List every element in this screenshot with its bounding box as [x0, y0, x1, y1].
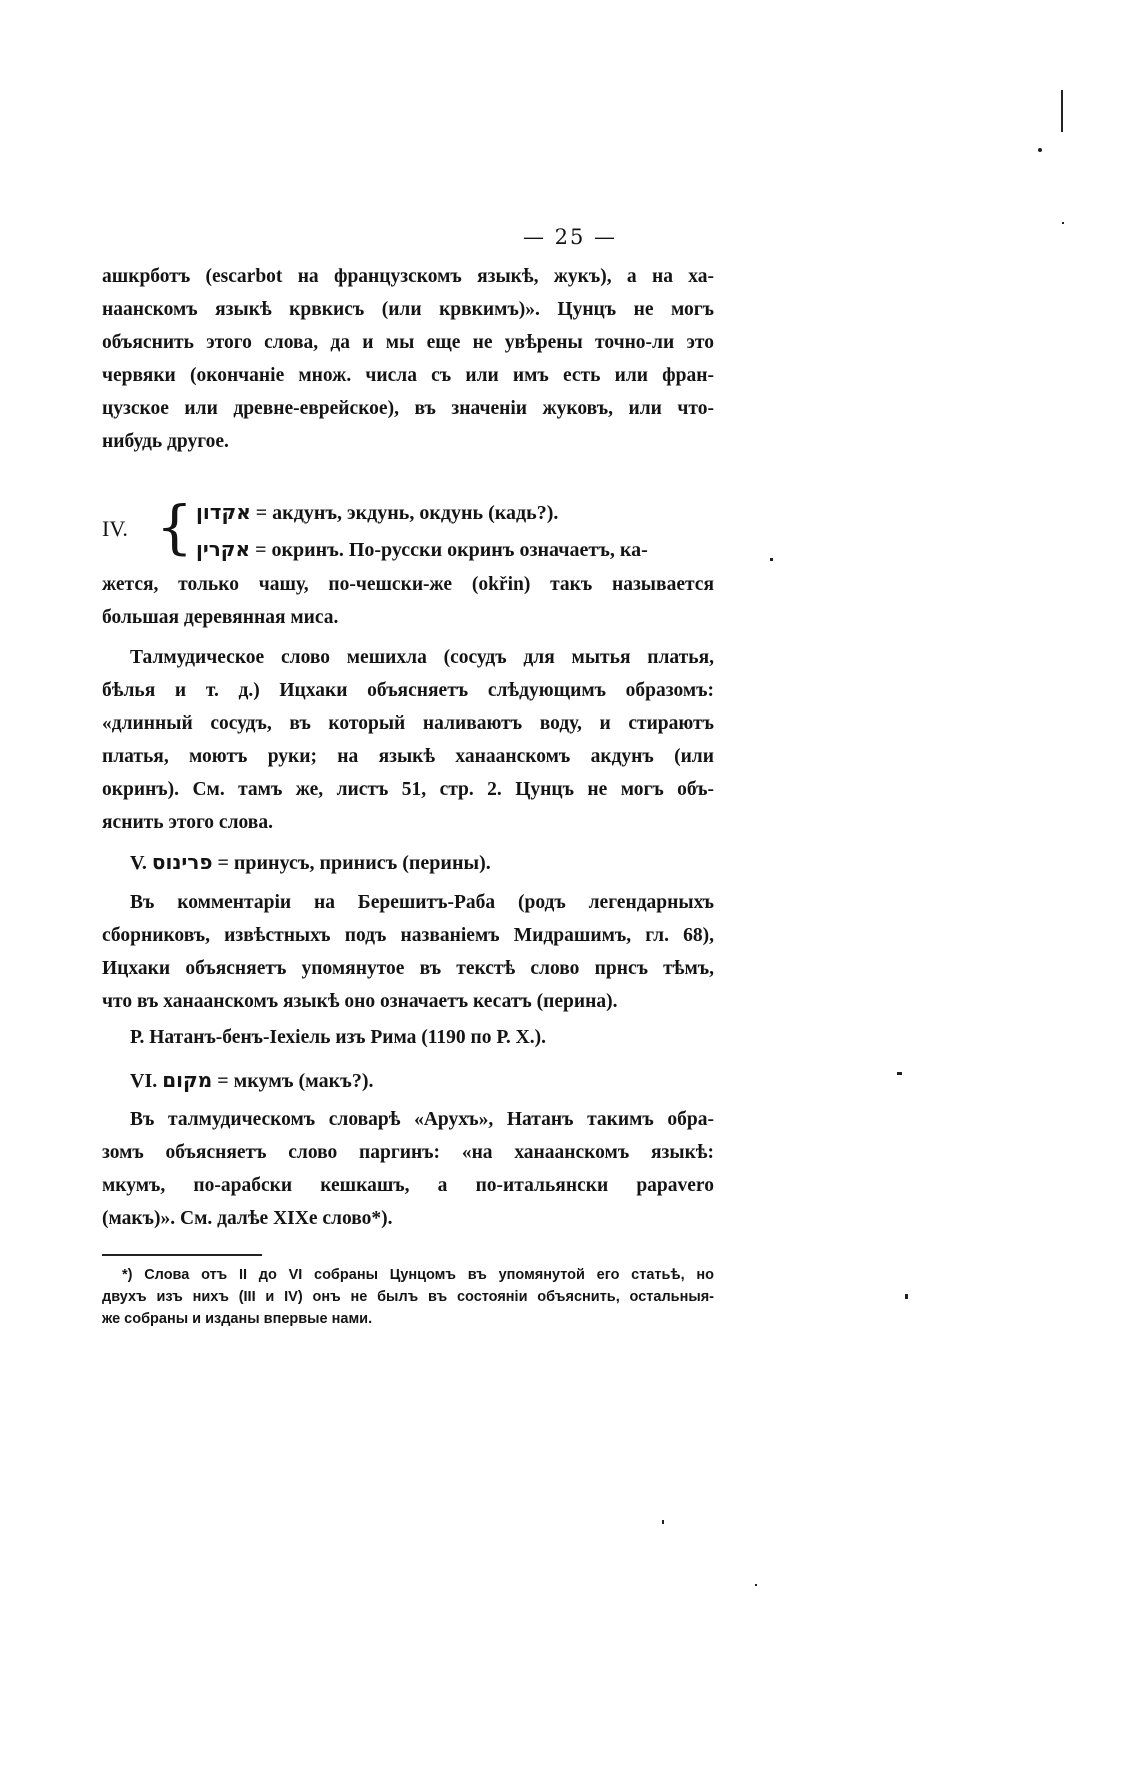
text-line: Ицхаки объясняетъ упомянутое въ текстѣ слово прнсъ тѣмъ, — [102, 958, 714, 979]
text-line: Въ талмудическомъ словарѣ «Арухъ», Натанъ такимъ обра- — [130, 1109, 714, 1130]
text-line: мкумъ, по-арабски кешкашъ, а по-итальянски papavero — [102, 1175, 714, 1196]
scan-mark — [1061, 90, 1063, 132]
text-line: жется, только чашу, по-чешски-же (okřin) такъ называется — [102, 574, 714, 595]
text-line: Въ комментаріи на Берешитъ-Раба (родъ легендарныхъ — [130, 892, 714, 913]
brace-glyph: { — [156, 493, 193, 561]
scan-speck — [1062, 222, 1064, 224]
hebrew-word: אקרין — [196, 537, 251, 561]
text-line: «длинный сосудъ, въ который наливаютъ воду, и стираютъ — [102, 713, 714, 734]
scan-speck — [1038, 148, 1042, 152]
text-line: (макъ)». См. далѣе XIXе слово*). — [102, 1208, 393, 1229]
footnote-divider — [102, 1254, 262, 1256]
page-number: — 25 — — [522, 225, 618, 249]
text-line: наанскомъ языкѣ крвкисъ (или крвкимъ)». Цунцъ не могъ — [102, 299, 714, 320]
hebrew-word: אקדון — [196, 500, 251, 524]
hebrew-word: פרינוס — [151, 850, 213, 874]
text-line: яснить этого слова. — [102, 812, 273, 833]
entry-v — [130, 846, 491, 879]
entry-definition: = принусъ, принисъ (перины). — [212, 852, 491, 874]
entry-numeral: V. — [130, 852, 147, 874]
entry-iv-line-2 — [196, 533, 716, 566]
text-line: что въ ханаанскомъ языкѣ оно означаетъ кесатъ (перина). — [102, 991, 618, 1012]
entry-definition: = акдунъ, экдунь, окдунь (кадь?). — [250, 502, 559, 524]
scan-speck — [905, 1294, 908, 1299]
text-line: цузское или древне-еврейское), въ значеніи жуковъ, или что- — [102, 398, 714, 419]
text-line: объяснить этого слова, да и мы еще не увѣрены точно-ли это — [102, 332, 714, 353]
text-line: нибудь другое. — [102, 431, 229, 452]
scan-speck — [770, 558, 773, 561]
entry-vi — [130, 1064, 374, 1097]
entry-definition: = окринъ. По-русски окринъ означаетъ, ка- — [250, 539, 648, 561]
text-line: зомъ объясняетъ слово паргинъ: «на ханаанскомъ языкѣ: — [102, 1142, 714, 1163]
entry-definition: = мкумъ (макъ?). — [212, 1070, 374, 1092]
footnote-line: двухъ изъ нихъ (III и IV) онъ не былъ въ состояніи объяснить, остальныя- — [102, 1289, 714, 1305]
scan-speck — [755, 1584, 757, 1586]
entry-numeral: IV. — [102, 516, 128, 541]
text-line: Талмудическое слово мешихла (сосудъ для мытья платья, — [130, 647, 714, 668]
text-line: большая деревянная миса. — [102, 607, 339, 628]
text-line: бѣлья и т. д.) Ицхаки объясняетъ слѣдующимъ образомъ: — [102, 680, 714, 701]
text-line: ашкрботъ (escarbot на французскомъ языкѣ, жукъ), а на ха- — [102, 266, 714, 287]
text-line: окринъ). См. тамъ же, листъ 51, стр. 2. Цунцъ не могъ объ- — [102, 779, 714, 800]
footnote-line: же собраны и изданы впервые нами. — [102, 1311, 373, 1327]
text-line: сборниковъ, извѣстныхъ подъ названіемъ Мидрашимъ, гл. 68), — [102, 925, 714, 946]
text-line: червяки (окончаніе множ. числа съ или имъ есть или фран- — [102, 365, 714, 386]
entry-numeral: VI. — [130, 1070, 158, 1092]
text-line: платья, моютъ руки; на языкѣ ханаанскомъ акдунъ (или — [102, 746, 714, 767]
paragraph-5: Р. Натанъ-бенъ-Іехіель изъ Рима (1190 по Р. Х.). — [130, 1027, 546, 1048]
scan-speck — [897, 1072, 902, 1075]
scan-speck — [662, 1520, 664, 1524]
entry-iv-line-1 — [196, 496, 716, 529]
hebrew-word: מקום — [162, 1068, 213, 1092]
footnote-line: *) Слова отъ II до VI собраны Цунцомъ въ упомянутой его статьѣ, но — [122, 1267, 714, 1283]
